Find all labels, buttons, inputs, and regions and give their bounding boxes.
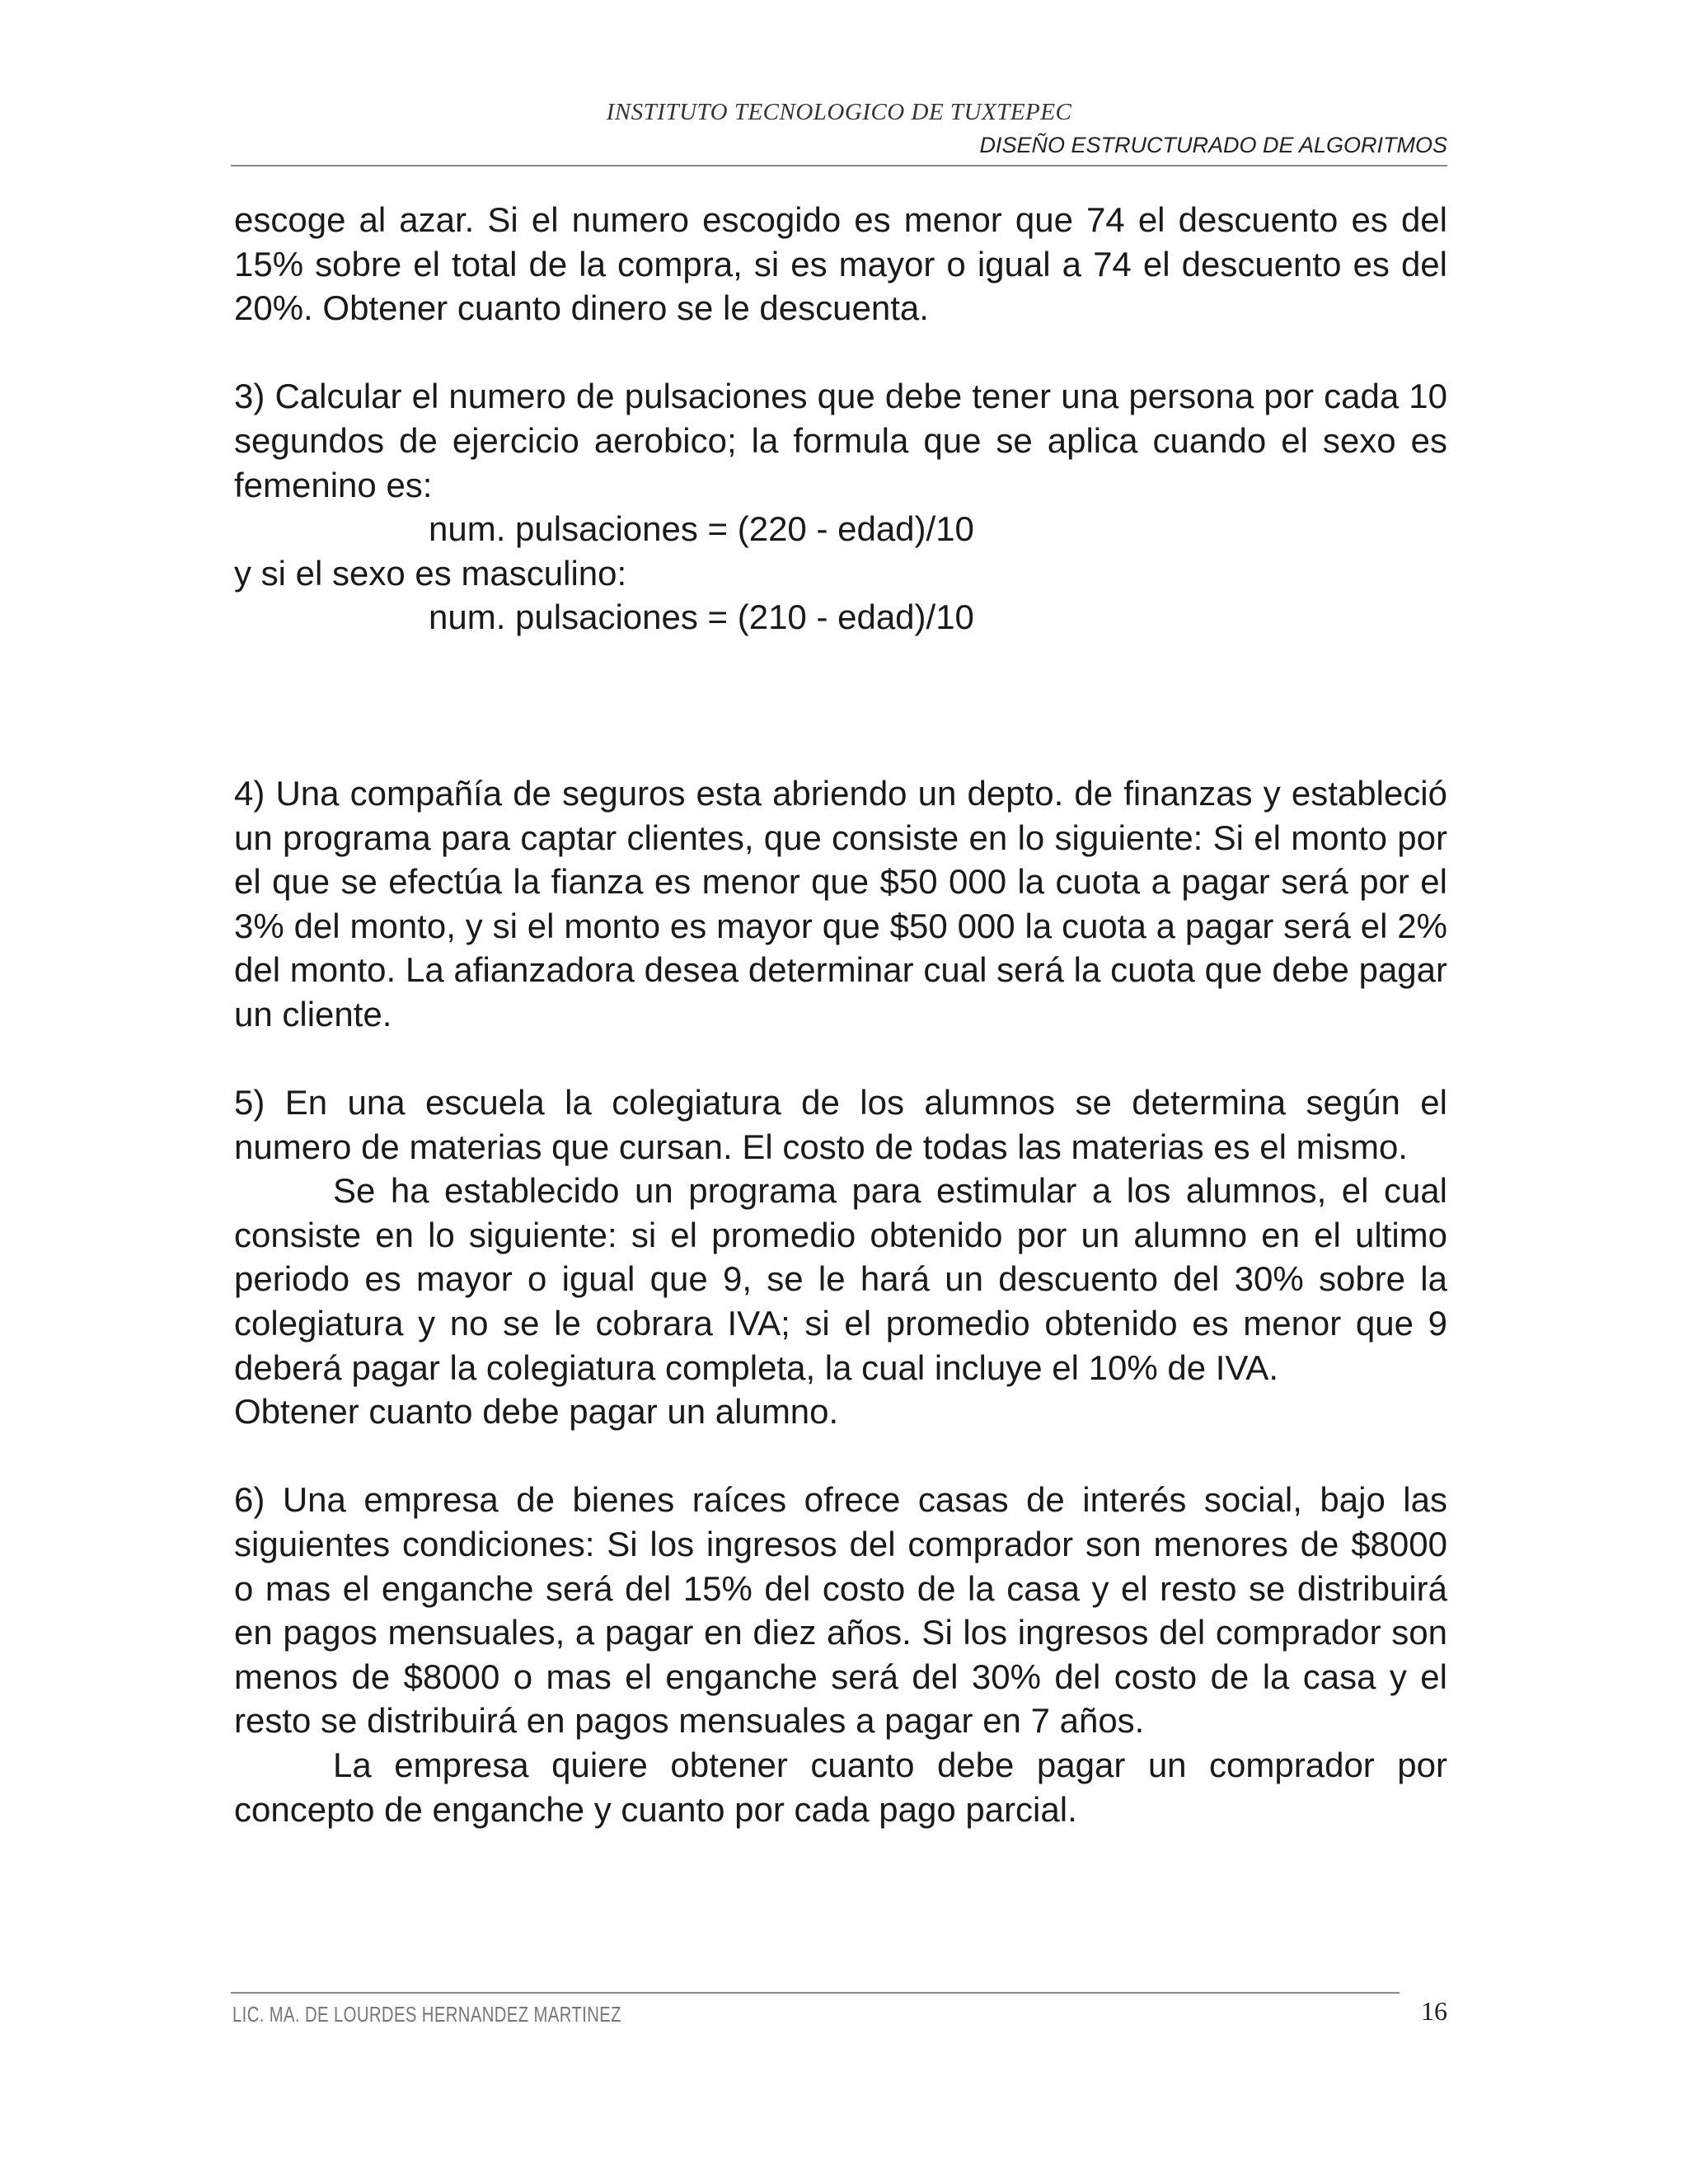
course-title: DISEÑO ESTRUCTURADO DE ALGORITMOS xyxy=(979,133,1447,157)
exercise-4: 4) Una compañía de seguros esta abriendo un depto. de finanzas y estableció un programa para captar clientes, que consiste en lo siguiente: Si el monto por el que se efectúa la fianza es menor que $50 000 la cuota a pagar será por el 3% del monto, y si el monto es mayor que $50 000 la cuota a pagar será el 2% del monto. La afianzadora desea determinar cual será la cuota que debe pagar un cliente. xyxy=(234,773,1447,1033)
formula-male: num. pulsaciones = (210 - edad)/10 xyxy=(429,598,974,637)
exercise-5-question: Obtener cuanto debe pagar un alumno. xyxy=(234,1392,839,1432)
page-number: 16 xyxy=(1421,1996,1447,2026)
spacer xyxy=(234,330,1447,375)
exercise-3: 3) Calcular el numero de pulsaciones que debe tener una persona por cada 10 segundos de ejercicio aerobico; la formula que se aplica cuando el sexo es femenino es: xyxy=(234,377,1447,504)
formula-female: num. pulsaciones = (220 - edad)/10 xyxy=(429,509,974,549)
exercise-5-details: Se ha establecido un programa para estimular a los alumnos, el cual consiste en lo siguiente: si el promedio obtenido por un alumno en el ultimo periodo es mayor o igual que 9, se le hará un descuento del 30% sobre la colegiatura y no se le cobrara IVA; si el promedio obtenido es menor que 9 deberá pagar la colegiatura completa, la cual incluye el 10% de IVA. xyxy=(234,1171,1447,1387)
spacer xyxy=(234,1434,1447,1479)
footer-author: LIC. MA. DE LOURDES HERNANDEZ MARTINEZ xyxy=(232,2002,621,2027)
exercise-6: 6) Una empresa de bienes raíces ofrece casas de interés social, bajo las siguientes condiciones: Si los ingresos del comprador son menores de $8000 o mas el enganche será del 15% del costo de la casa y el resto se distribuirá en pagos mensuales, a pagar en diez años. Si los ingresos del comprador son menos de $8000 o mas el enganche será del 30% del costo de la casa y el resto se distribuirá en pagos mensuales a pagar en 7 años. xyxy=(234,1480,1447,1741)
spacer xyxy=(234,640,1447,771)
page-header xyxy=(231,97,1447,166)
spacer xyxy=(234,1037,1447,1081)
paragraph-continuation: escoge al azar. Si el numero escogido es menor que 74 el descuento es del 15% sobre el total de la compra, si es mayor o igual a 74 el descuento es del 20%. Obtener cuanto dinero se le descuenta. xyxy=(234,200,1447,328)
exercise-6-question: La empresa quiere obtener cuanto debe pagar un comprador por concepto de enganche y cuanto por cada pago parcial. xyxy=(234,1746,1447,1829)
footer-divider xyxy=(231,1992,1400,1994)
exercise-5: 5) En una escuela la colegiatura de los alumnos se determina según el numero de materias que cursan. El costo de todas las materias es el mismo. xyxy=(234,1083,1447,1166)
institution-name: INSTITUTO TECNOLOGICO DE TUXTEPEC xyxy=(606,99,1072,125)
page-content xyxy=(234,198,1447,1831)
exercise-3-male-intro: y si el sexo es masculino: xyxy=(234,553,627,593)
